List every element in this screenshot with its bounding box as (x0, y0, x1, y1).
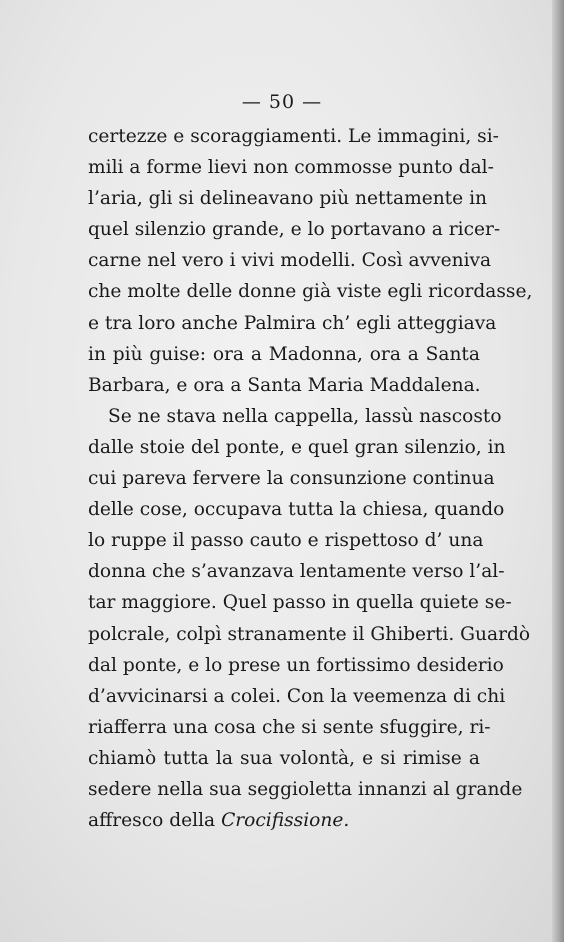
text-line: lo ruppe il passo cauto e rispettoso d’ una (88, 530, 484, 552)
text-line: tar maggiore. Quel passo in quella quiete se- (88, 592, 512, 614)
text-line: in più guise: ora a Madonna, ora a Santa (88, 343, 480, 365)
text-line: che molte delle donne già viste egli ricordasse, (88, 281, 533, 303)
text-line: dalle stoie del ponte, e quel gran silenzio, in (88, 436, 506, 458)
text-line: sedere nella sua seggioletta innanzi al grande (88, 778, 523, 800)
text-line: Barbara, e ora a Santa Maria Maddalena. (88, 374, 481, 396)
text-line-final (88, 805, 480, 836)
text-line: cui pareva fervere la consunzione continua (88, 468, 495, 490)
text-line: mili a forme lievi non commosse punto dal- (88, 157, 494, 179)
text-line: delle cose, occupava tutta la chiesa, quando (88, 499, 505, 521)
italic-title: Crocifissione. (221, 810, 350, 832)
text-line: dal ponte, e lo prese un fortissimo desiderio (88, 654, 504, 676)
text-line: chiamò tutta la sua volontà, e si rimise a (88, 747, 480, 769)
text-line: riafferra una cosa che si sente sfuggire, ri- (88, 716, 491, 738)
text-line: certezze e scoraggiamenti. Le immagini, si- (88, 126, 499, 147)
text-line: carne nel vero i vivi modelli. Così avveniva (88, 250, 492, 272)
text-block (88, 121, 533, 836)
text-line: polcrale, colpì stranamente il Ghiberti. Guardò (88, 623, 531, 645)
page-edge (552, 0, 564, 942)
text-line: Se ne stava nella cappella, lassù nascosto (108, 405, 502, 427)
text-line: donna che s’avanzava lentamente verso l’al- (88, 561, 505, 583)
text-line: quel silenzio grande, e lo portavano a ricer- (88, 219, 501, 241)
page-number: — 50 — (241, 91, 323, 113)
text-line: d’avvicinarsi a colei. Con la veemenza di chi (88, 685, 506, 707)
text-line: l’aria, gli si delineavano più nettamente in (88, 188, 487, 210)
text-line: e tra loro anche Palmira ch’ egli atteggiava (88, 312, 497, 334)
final-line-text: affresco della (88, 810, 216, 832)
